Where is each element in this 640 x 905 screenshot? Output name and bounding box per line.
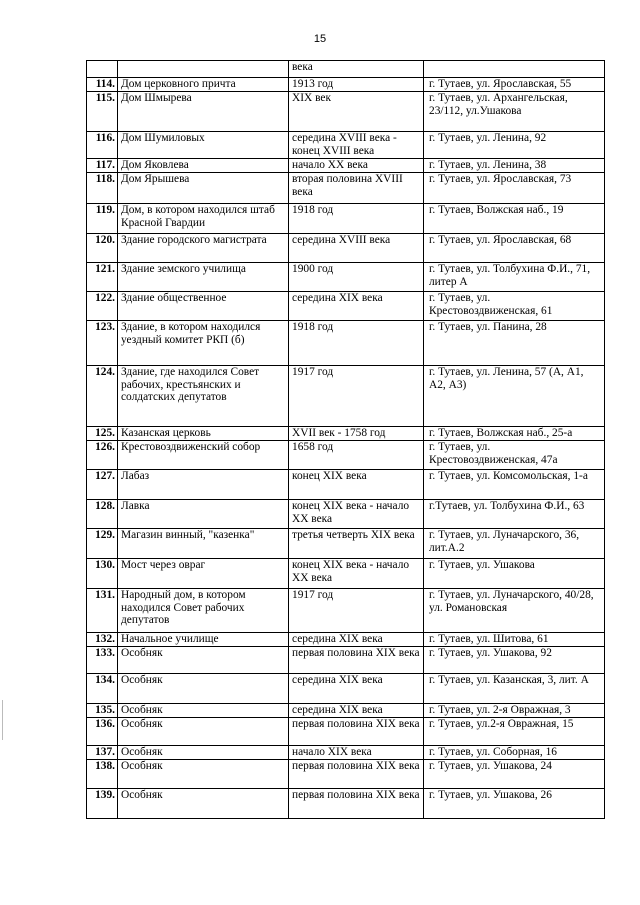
num-cell: 132.: [87, 633, 118, 647]
address-cell: г. Тутаев, ул. 2-я Овражная, 3: [424, 704, 605, 718]
page-number: 15: [313, 33, 327, 45]
date-cell: середина XIX века: [289, 633, 424, 647]
date-cell: 1918 год: [289, 321, 424, 366]
table-row: [87, 704, 605, 718]
num-cell: 125.: [87, 427, 118, 441]
table-row-continuation: [87, 61, 605, 78]
date-cell: XIX век: [289, 92, 424, 132]
table-row: [87, 159, 605, 173]
num-cell: 118.: [87, 173, 118, 204]
name-cell: Дом Ярышева: [118, 173, 289, 204]
table-row: [87, 366, 605, 427]
table-row: [87, 633, 605, 647]
name-cell: Особняк: [118, 674, 289, 704]
name-cell: Здание, в котором находился уездный комитет РКП (б): [118, 321, 289, 366]
table-row: [87, 92, 605, 132]
date-cell: первая половина XIX века: [289, 718, 424, 746]
address-cell: г. Тутаев, ул. Ярославская, 68: [424, 234, 605, 263]
date-cell: 1917 год: [289, 366, 424, 427]
num-cell: 131.: [87, 589, 118, 633]
address-cell: г. Тутаев, ул. Ленина, 92: [424, 132, 605, 159]
address-cell: г. Тутаев, ул. Луначарского, 40/28, ул. Романовская: [424, 589, 605, 633]
num-cell: 121.: [87, 263, 118, 292]
address-cell: г. Тутаев, ул. Ярославская, 55: [424, 78, 605, 92]
date-cell: середина XIX века: [289, 704, 424, 718]
table-row: [87, 559, 605, 589]
date-cell: середина XVIII века - конец XVIII века: [289, 132, 424, 159]
scan-edge-mark: [2, 700, 3, 740]
date-cell: 1900 год: [289, 263, 424, 292]
num-cell: 127.: [87, 470, 118, 500]
address-cell: г. Тутаев, ул. Шитова, 61: [424, 633, 605, 647]
date-cell: третья четверть XIX века: [289, 529, 424, 559]
date-cell: первая половина XIX века: [289, 789, 424, 819]
num-cell: 130.: [87, 559, 118, 589]
address-cell: г. Тутаев, ул. Соборная, 16: [424, 746, 605, 760]
table-row: [87, 589, 605, 633]
table-row: [87, 760, 605, 789]
name-cell: Мост через овраг: [118, 559, 289, 589]
date-cell: первая половина XIX века: [289, 647, 424, 674]
table-row: [87, 321, 605, 366]
name-cell: Дом церковного причта: [118, 78, 289, 92]
name-cell: Здание, где находился Совет рабочих, крестьянских и солдатских депутатов: [118, 366, 289, 427]
date-cell: начало XIX века: [289, 746, 424, 760]
num-cell: 138.: [87, 760, 118, 789]
date-cell: века: [289, 61, 424, 78]
date-cell: XVII век - 1758 год: [289, 427, 424, 441]
num-cell: 116.: [87, 132, 118, 159]
address-cell: [424, 61, 605, 78]
date-cell: конец XIX века - начало XX века: [289, 559, 424, 589]
name-cell: Казанская церковь: [118, 427, 289, 441]
num-cell: [87, 61, 118, 78]
address-cell: г. Тутаев, ул. Луначарского, 36, лит.А.2: [424, 529, 605, 559]
num-cell: 124.: [87, 366, 118, 427]
num-cell: 119.: [87, 204, 118, 234]
name-cell: Особняк: [118, 718, 289, 746]
address-cell: г. Тутаев, Волжская наб., 25-а: [424, 427, 605, 441]
name-cell: Дом Шумиловых: [118, 132, 289, 159]
name-cell: Особняк: [118, 760, 289, 789]
table-row: [87, 132, 605, 159]
num-cell: 137.: [87, 746, 118, 760]
name-cell: Магазин винный, "казенка": [118, 529, 289, 559]
table-row: [87, 427, 605, 441]
address-cell: г. Тутаев, ул. Ленина, 38: [424, 159, 605, 173]
address-cell: г. Тутаев, ул. Ушакова, 92: [424, 647, 605, 674]
table-row: [87, 173, 605, 204]
name-cell: Народный дом, в котором находился Совет рабочих депутатов: [118, 589, 289, 633]
name-cell: [118, 61, 289, 78]
name-cell: Лабаз: [118, 470, 289, 500]
num-cell: 122.: [87, 292, 118, 321]
num-cell: 139.: [87, 789, 118, 819]
date-cell: конец XIX века: [289, 470, 424, 500]
num-cell: 123.: [87, 321, 118, 366]
date-cell: середина XIX века: [289, 674, 424, 704]
table-row: [87, 500, 605, 529]
table-row: [87, 470, 605, 500]
date-cell: 1658 год: [289, 441, 424, 470]
address-cell: г. Тутаев, ул. Крестовоздвиженская, 47а: [424, 441, 605, 470]
address-cell: г. Тутаев, ул. Казанская, 3, лит. А: [424, 674, 605, 704]
address-cell: г. Тутаев, ул. Толбухина Ф.И., 71, литер А: [424, 263, 605, 292]
table-row: [87, 647, 605, 674]
table-row: [87, 789, 605, 819]
date-cell: вторая половина XVIII века: [289, 173, 424, 204]
name-cell: Дом Шмырева: [118, 92, 289, 132]
address-cell: г. Тутаев, Волжская наб., 19: [424, 204, 605, 234]
name-cell: Особняк: [118, 789, 289, 819]
table-row: [87, 746, 605, 760]
table-row: [87, 292, 605, 321]
table-row: [87, 234, 605, 263]
name-cell: Здание земского училища: [118, 263, 289, 292]
address-cell: г. Тутаев, ул. Панина, 28: [424, 321, 605, 366]
num-cell: 120.: [87, 234, 118, 263]
table-row: [87, 529, 605, 559]
table-row: [87, 263, 605, 292]
name-cell: Дом, в котором находился штаб Красной Гвардии: [118, 204, 289, 234]
name-cell: Дом Яковлева: [118, 159, 289, 173]
num-cell: 135.: [87, 704, 118, 718]
date-cell: конец XIX века - начало XX века: [289, 500, 424, 529]
name-cell: Здание общественное: [118, 292, 289, 321]
table-row: [87, 674, 605, 704]
num-cell: 117.: [87, 159, 118, 173]
address-cell: г. Тутаев, ул. Архангельская, 23/112, ул.Ушакова: [424, 92, 605, 132]
date-cell: середина XIX века: [289, 292, 424, 321]
date-cell: начало XX века: [289, 159, 424, 173]
address-cell: г. Тутаев, ул. Ушакова: [424, 559, 605, 589]
date-cell: середина XVIII века: [289, 234, 424, 263]
date-cell: 1918 год: [289, 204, 424, 234]
num-cell: 115.: [87, 92, 118, 132]
name-cell: Начальное училище: [118, 633, 289, 647]
heritage-table: [86, 60, 605, 819]
table-row: [87, 78, 605, 92]
address-cell: г. Тутаев, ул. Ленина, 57 (А, А1, А2, А3): [424, 366, 605, 427]
name-cell: Здание городского магистрата: [118, 234, 289, 263]
num-cell: 133.: [87, 647, 118, 674]
num-cell: 129.: [87, 529, 118, 559]
table-row: [87, 204, 605, 234]
table-row: [87, 441, 605, 470]
date-cell: 1913 год: [289, 78, 424, 92]
num-cell: 126.: [87, 441, 118, 470]
num-cell: 128.: [87, 500, 118, 529]
address-cell: г. Тутаев, ул. Ярославская, 73: [424, 173, 605, 204]
num-cell: 136.: [87, 718, 118, 746]
num-cell: 114.: [87, 78, 118, 92]
date-cell: 1917 год: [289, 589, 424, 633]
table-row: [87, 718, 605, 746]
name-cell: Особняк: [118, 704, 289, 718]
address-cell: г.Тутаев, ул. Толбухина Ф.И., 63: [424, 500, 605, 529]
name-cell: Особняк: [118, 647, 289, 674]
address-cell: г. Тутаев, ул. Ушакова, 24: [424, 760, 605, 789]
date-cell: первая половина XIX века: [289, 760, 424, 789]
name-cell: Лавка: [118, 500, 289, 529]
address-cell: г. Тутаев, ул. Ушакова, 26: [424, 789, 605, 819]
num-cell: 134.: [87, 674, 118, 704]
address-cell: г. Тутаев, ул.2-я Овражная, 15: [424, 718, 605, 746]
address-cell: г. Тутаев, ул. Крестовоздвиженская, 61: [424, 292, 605, 321]
name-cell: Крестовоздвиженский собор: [118, 441, 289, 470]
name-cell: Особняк: [118, 746, 289, 760]
address-cell: г. Тутаев, ул. Комсомольская, 1-а: [424, 470, 605, 500]
